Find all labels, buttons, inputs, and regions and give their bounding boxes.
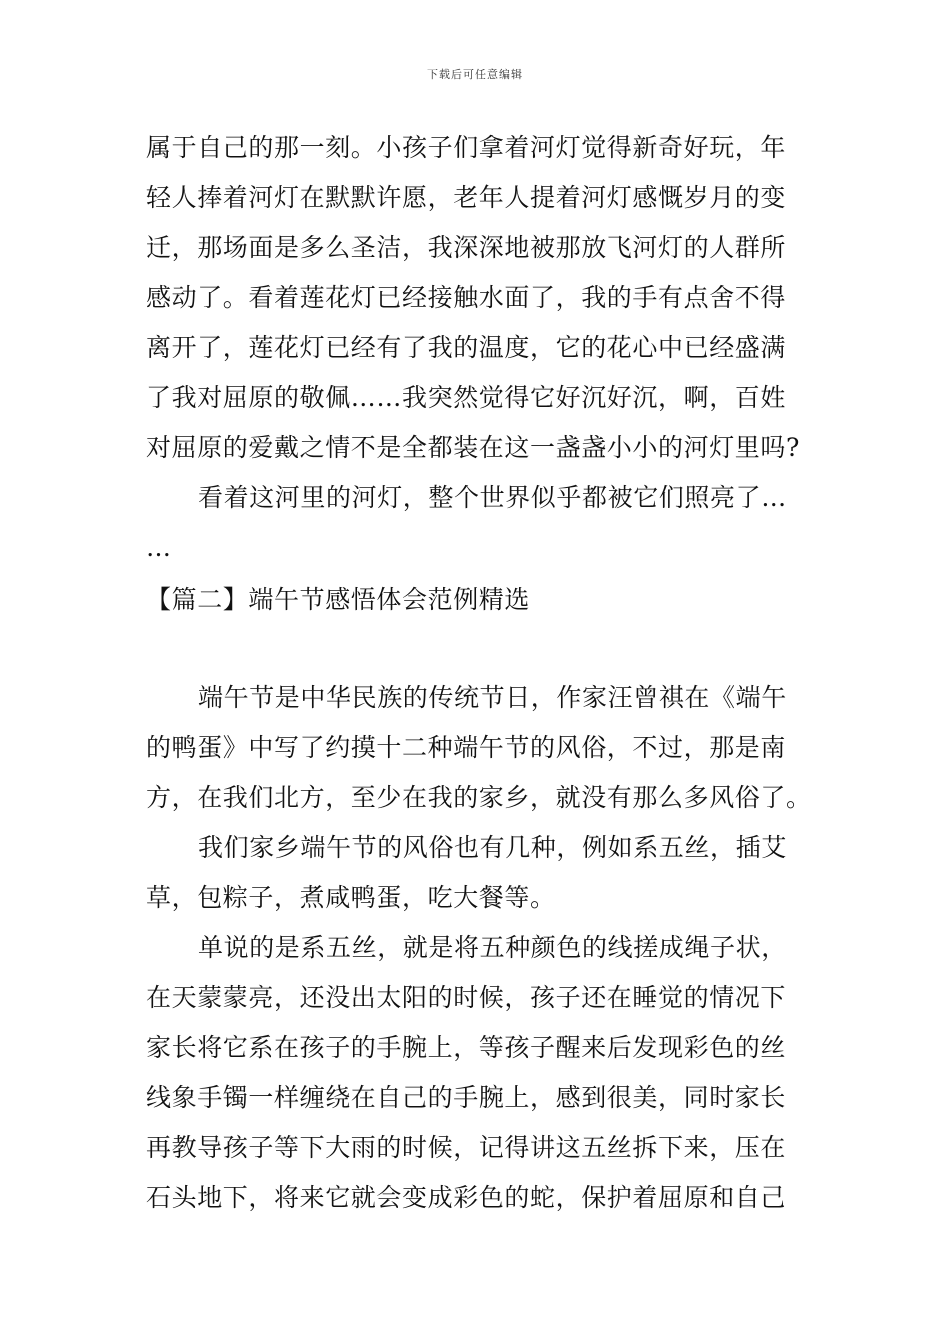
text-line: 在天蒙蒙亮，还没出太阳的时候，孩子还在睡觉的情况下	[146, 983, 787, 1012]
text-line: 轻人捧着河灯在默默许愿，老年人提着河灯感慨岁月的变	[146, 183, 787, 212]
text-line: 再教导孩子等下大雨的时候，记得讲这五丝拆下来，压在	[146, 1133, 787, 1162]
page-header-note: 下载后可任意编辑	[427, 68, 523, 81]
text-line: 家长将它系在孩子的手腕上，等孩子醒来后发现彩色的丝	[146, 1033, 787, 1062]
text-line: 属于自己的那一刻。小孩子们拿着河灯觉得新奇好玩，年	[146, 133, 787, 162]
text-line: 感动了。看着莲花灯已经接触水面了，我的手有点舍不得	[146, 283, 787, 312]
text-line: 我们家乡端午节的风俗也有几种，例如系五丝，插艾	[198, 833, 787, 862]
text-line: 石头地下，将来它就会变成彩色的蛇，保护着屈原和自己	[146, 1183, 787, 1212]
text-line: 迁，那场面是多么圣洁，我深深地被那放飞河灯的人群所	[146, 233, 787, 262]
text-line: 线象手镯一样缠绕在自己的手腕上，感到很美，同时家长	[146, 1083, 787, 1112]
text-line: 对屈原的爱戴之情不是全都装在这一盏盏小小的河灯里吗?	[146, 433, 801, 462]
text-line: 单说的是系五丝，就是将五种颜色的线搓成绳子状，	[198, 933, 787, 962]
text-line: 方，在我们北方，至少在我的家乡，就没有那么多风俗了。	[146, 783, 812, 812]
text-line: 看着这河里的河灯，整个世界似乎都被它们照亮了…	[198, 483, 787, 512]
text-line: 的鸭蛋》中写了约摸十二种端午节的风俗，不过，那是南	[146, 733, 787, 762]
section-heading: 【篇二】端午节感悟体会范例精选	[146, 585, 531, 614]
text-line: 端午节是中华民族的传统节日，作家汪曾祺在《端午	[198, 683, 787, 712]
text-line: …	[146, 533, 172, 562]
text-line: 草，包粽子，煮咸鸭蛋，吃大餐等。	[146, 883, 556, 912]
text-line: 离开了，莲花灯已经有了我的温度，它的花心中已经盛满	[146, 333, 787, 362]
text-line: 了我对屈原的敬佩……我突然觉得它好沉好沉，啊，百姓	[146, 383, 787, 412]
